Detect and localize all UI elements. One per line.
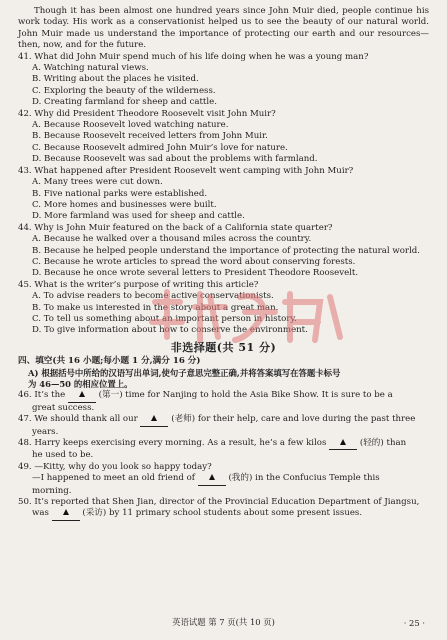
- option-c: C. More homes and businesses were built.: [32, 199, 217, 210]
- instruction-line-2: 为 46—50 的相应位置上。: [28, 379, 133, 389]
- option-a: A. Because he walked over a thousand miles across the country.: [32, 234, 312, 245]
- question-text: (轻的) than: [359, 438, 407, 449]
- answer-blank[interactable]: [52, 508, 80, 520]
- answer-blank[interactable]: [68, 390, 96, 402]
- question-44: [18, 223, 429, 280]
- question-stem: 44. Why is John Muir featured on the back of a California state quarter?: [18, 222, 333, 233]
- question-stem: 41. What did John Muir spend much of his life doing when he was a young man?: [18, 51, 369, 62]
- triangle-icon: [79, 391, 85, 397]
- question-text: was: [32, 508, 49, 519]
- option-d: D. Because Roosevelt was sad about the problems with farmland.: [32, 154, 318, 165]
- triangle-icon: [209, 474, 215, 480]
- question-text: 48. Harry keeps exercising every morning. As a result, he’s a few kilos: [18, 438, 327, 449]
- option-b: B. To make us interested in the story about a great man.: [32, 302, 279, 313]
- fill-question-49: [18, 462, 429, 497]
- answer-blank[interactable]: [329, 438, 357, 450]
- question-42: [18, 109, 429, 166]
- question-stem: 42. Why did President Theodore Roosevelt visit John Muir?: [18, 108, 276, 119]
- fill-question-46: [18, 390, 429, 414]
- section-title: 非选择题(共 51 分): [170, 340, 277, 354]
- part-title: 四、填空(共 16 小题;每小题 1 分,满分 16 分): [18, 356, 201, 367]
- option-b: B. Because Roosevelt received letters from John Muir.: [32, 131, 268, 142]
- question-stem: 45. What is the writer’s purpose of writing this article?: [18, 279, 259, 290]
- option-c: C. Because Roosevelt admired John Muir’s love for nature.: [32, 142, 288, 153]
- option-d: D. To give information about how to conserve the environment.: [32, 325, 308, 336]
- option-a: A. To advise readers to become active conservationists.: [32, 291, 274, 302]
- passage-ending: Though it has been almost one hundred years since John Muir died, people continue his work today. His work as a conservationist helped us to see the beauty of our natural world. John Muir made us understand the importance of protecting our earth and our resources—then, now, and for the future.: [18, 6, 429, 51]
- option-d: D. More farmland was used for sheep and cattle.: [32, 211, 245, 222]
- question-text: morning.: [32, 485, 72, 496]
- page-number: · 25 ·: [403, 618, 425, 628]
- option-c: C. Exploring the beauty of the wilderness.: [32, 85, 216, 96]
- fill-question-48: [18, 438, 429, 462]
- triangle-icon: [63, 509, 69, 515]
- option-b: B. Because he helped people understand the importance of protecting the natural world.: [32, 245, 420, 256]
- question-stem: 43. What happened after President Roosevelt went camping with John Muir?: [18, 165, 354, 176]
- triangle-icon: [340, 439, 346, 445]
- question-text: (我的) in the Confucius Temple this: [228, 473, 380, 484]
- option-d: D. Because he once wrote several letters to President Theodore Roosevelt.: [32, 268, 359, 279]
- question-text: (第一) time for Nanjing to hold the Asia Bike Show. It is sure to be a: [98, 390, 393, 401]
- page-footer: 英语试题 第 7 页(共 10 页): [172, 617, 275, 627]
- question-text: 46. It’s the: [18, 390, 66, 401]
- question-text: great success.: [32, 402, 95, 413]
- answer-blank[interactable]: [198, 473, 226, 485]
- question-text: 50. It’s reported that Shen Jian, director of the Provincial Education Department of Jiangsu,: [18, 497, 420, 508]
- question-text: —I happened to meet an old friend of: [32, 473, 195, 484]
- option-c: C. To tell us something about an important person in history.: [32, 313, 297, 324]
- instruction-line-1: A) 根据括号中所给的汉语写出单词,使句子意思完整正确,并将答案填写在答题卡标号: [28, 367, 341, 378]
- question-text: (老师) for their help, care and love during the past three: [171, 414, 416, 425]
- part-a-instructions: [28, 368, 429, 391]
- triangle-icon: [151, 415, 157, 421]
- question-45: [18, 280, 429, 337]
- option-a: A. Many trees were cut down.: [32, 177, 163, 188]
- answer-blank[interactable]: [140, 414, 168, 426]
- option-b: B. Five national parks were established.: [32, 188, 208, 199]
- question-text: (采访) by 11 primary school students about some present issues.: [82, 508, 363, 519]
- option-b: B. Writing about the places he visited.: [32, 74, 199, 85]
- option-d: D. Creating farmland for sheep and cattle.: [32, 97, 217, 108]
- option-a: A. Because Roosevelt loved watching nature.: [32, 120, 229, 131]
- question-text: 49. —Kitty, why do you look so happy today?: [18, 461, 212, 472]
- question-43: [18, 166, 429, 223]
- question-41: [18, 52, 429, 109]
- question-text: years.: [32, 426, 59, 437]
- question-text: 47. We should thank all our: [18, 414, 138, 425]
- question-text: he used to be.: [32, 450, 94, 461]
- option-c: C. Because he wrote articles to spread the word about conserving forests.: [32, 256, 356, 267]
- fill-question-47: [18, 414, 429, 438]
- option-a: A. Watching natural views.: [32, 63, 149, 74]
- fill-question-50: [18, 497, 429, 521]
